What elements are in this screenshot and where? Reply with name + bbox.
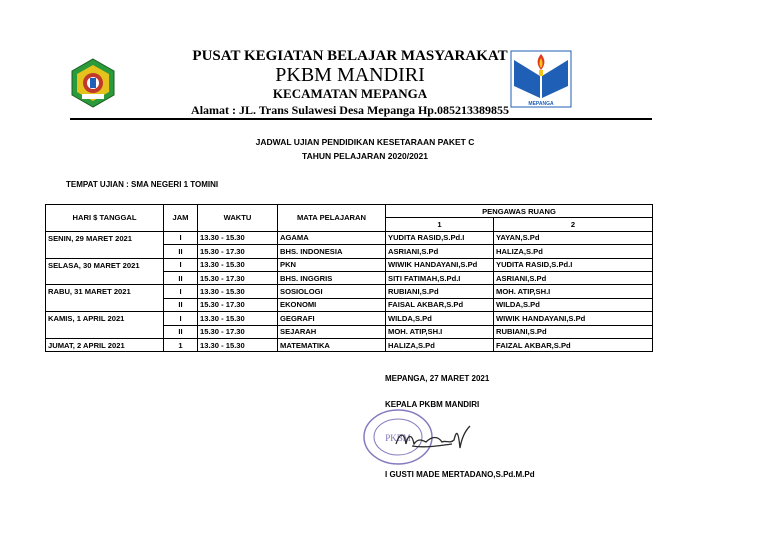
pkbm-emblem-logo <box>68 58 118 108</box>
session-cell: II <box>164 298 198 311</box>
header-address: Alamat : JL. Trans Sulawesi Desa Mepanga Hp.085213389855 <box>191 103 509 117</box>
day-cell: KAMIS, 1 APRIL 2021 <box>46 312 164 325</box>
supervisor-2-cell: WILDA,S.Pd <box>494 298 653 311</box>
time-cell: 15.30 - 17.30 <box>198 245 278 258</box>
table-row <box>46 245 653 258</box>
supervisor-1-cell: RUBIANI,S.Pd <box>386 285 494 298</box>
subject-cell: AGAMA <box>278 231 386 244</box>
session-cell: I <box>164 258 198 271</box>
supervisor-2-cell: MOH. ATIP,SH.I <box>494 285 653 298</box>
supervisor-1-cell: MOH. ATIP,SH.I <box>386 325 494 338</box>
mepanga-logo <box>510 50 572 108</box>
session-cell: II <box>164 325 198 338</box>
session-cell: II <box>164 271 198 284</box>
subject-cell: SOSIOLOGI <box>278 285 386 298</box>
supervisor-1-cell: SITI FATIMAH,S.Pd.I <box>386 271 494 284</box>
header-divider <box>70 118 652 120</box>
day-cell: SENIN, 29 MARET 2021 <box>46 231 164 244</box>
document-year: TAHUN PELAJARAN 2020/2021 <box>302 151 428 161</box>
time-cell: 13.30 - 15.30 <box>198 285 278 298</box>
subject-cell: BHS. INGGRIS <box>278 271 386 284</box>
header-line-1: PUSAT KEGIATAN BELAJAR MASYARAKAT <box>192 48 508 64</box>
exam-venue: TEMPAT UJIAN : SMA NEGERI 1 TOMINI <box>66 180 219 189</box>
supervisor-1-cell: FAISAL AKBAR,S.Pd <box>386 298 494 311</box>
time-cell: 15.30 - 17.30 <box>198 271 278 284</box>
signatory-name: I GUSTI MADE MERTADANO,S.Pd.M.Pd <box>385 470 535 479</box>
time-cell: 13.30 - 15.30 <box>198 258 278 271</box>
table-row <box>46 258 653 271</box>
day-cell: JUMAT, 2 APRIL 2021 <box>46 338 164 351</box>
day-cell: SELASA, 30 MARET 2021 <box>46 258 164 271</box>
place-date: MEPANGA, 27 MARET 2021 <box>385 374 490 383</box>
table-row <box>46 298 653 311</box>
subject-cell: PKN <box>278 258 386 271</box>
day-cell: RABU, 31 MARET 2021 <box>46 285 164 298</box>
supervisor-1-cell: WILDA,S.Pd <box>386 312 494 325</box>
handwritten-signature <box>392 418 482 458</box>
supervisor-2-cell: YAYAN,S.Pd <box>494 231 653 244</box>
supervisor-1-cell: YUDITA RASID,S.Pd.I <box>386 231 494 244</box>
table-row <box>46 312 653 325</box>
session-cell: I <box>164 285 198 298</box>
stamp-label: PKBM <box>385 433 411 443</box>
day-cell <box>46 271 164 284</box>
header-time: WAKTU <box>198 205 278 232</box>
supervisor-2-cell: HALIZA,S.Pd <box>494 245 653 258</box>
day-cell <box>46 298 164 311</box>
subject-cell: BHS. INDONESIA <box>278 245 386 258</box>
subject-cell: SEJARAH <box>278 325 386 338</box>
signatory-title: KEPALA PKBM MANDIRI <box>385 400 480 409</box>
header-supervisors: PENGAWAS RUANG <box>386 205 653 218</box>
session-cell: 1 <box>164 338 198 351</box>
supervisor-1-cell: WIWIK HANDAYANI,S.Pd <box>386 258 494 271</box>
time-cell: 13.30 - 15.30 <box>198 312 278 325</box>
supervisor-2-cell: WIWIK HANDAYANI,S.Pd <box>494 312 653 325</box>
day-cell <box>46 245 164 258</box>
header-institution-name: PKBM MANDIRI <box>275 64 425 86</box>
time-cell: 15.30 - 17.30 <box>198 298 278 311</box>
supervisor-2-cell: YUDITA RASID,S.Pd.I <box>494 258 653 271</box>
time-cell: 13.30 - 15.30 <box>198 231 278 244</box>
subject-cell: MATEMATIKA <box>278 338 386 351</box>
table-row <box>46 325 653 338</box>
header-district: KECAMATAN MEPANGA <box>272 86 428 101</box>
header-subject: MATA PELAJARAN <box>278 205 386 232</box>
time-cell: 15.30 - 17.30 <box>198 325 278 338</box>
header-supervisor-1: 1 <box>386 218 494 231</box>
table-row <box>46 338 653 351</box>
supervisor-1-cell: HALIZA,S.Pd <box>386 338 494 351</box>
header-day: HARI $ TANGGAL <box>46 205 164 232</box>
supervisor-2-cell: RUBIANI,S.Pd <box>494 325 653 338</box>
time-cell: 13.30 - 15.30 <box>198 338 278 351</box>
session-cell: I <box>164 231 198 244</box>
mepanga-logo-text: MEPANGA <box>528 101 554 107</box>
session-cell: I <box>164 312 198 325</box>
header-session: JAM <box>164 205 198 232</box>
header-supervisor-2: 2 <box>494 218 653 231</box>
subject-cell: EKONOMI <box>278 298 386 311</box>
day-cell <box>46 325 164 338</box>
table-row <box>46 285 653 298</box>
supervisor-2-cell: FAIZAL AKBAR,S.Pd <box>494 338 653 351</box>
document-title: JADWAL UJIAN PENDIDIKAN KESETARAAN PAKET C <box>255 137 475 147</box>
table-row <box>46 231 653 244</box>
session-cell: II <box>164 245 198 258</box>
supervisor-2-cell: ASRIANI,S.Pd <box>494 271 653 284</box>
subject-cell: GEGRAFI <box>278 312 386 325</box>
table-row <box>46 271 653 284</box>
supervisor-1-cell: ASRIANI,S.Pd <box>386 245 494 258</box>
exam-schedule-table <box>45 204 653 352</box>
table-header-row <box>46 205 653 218</box>
